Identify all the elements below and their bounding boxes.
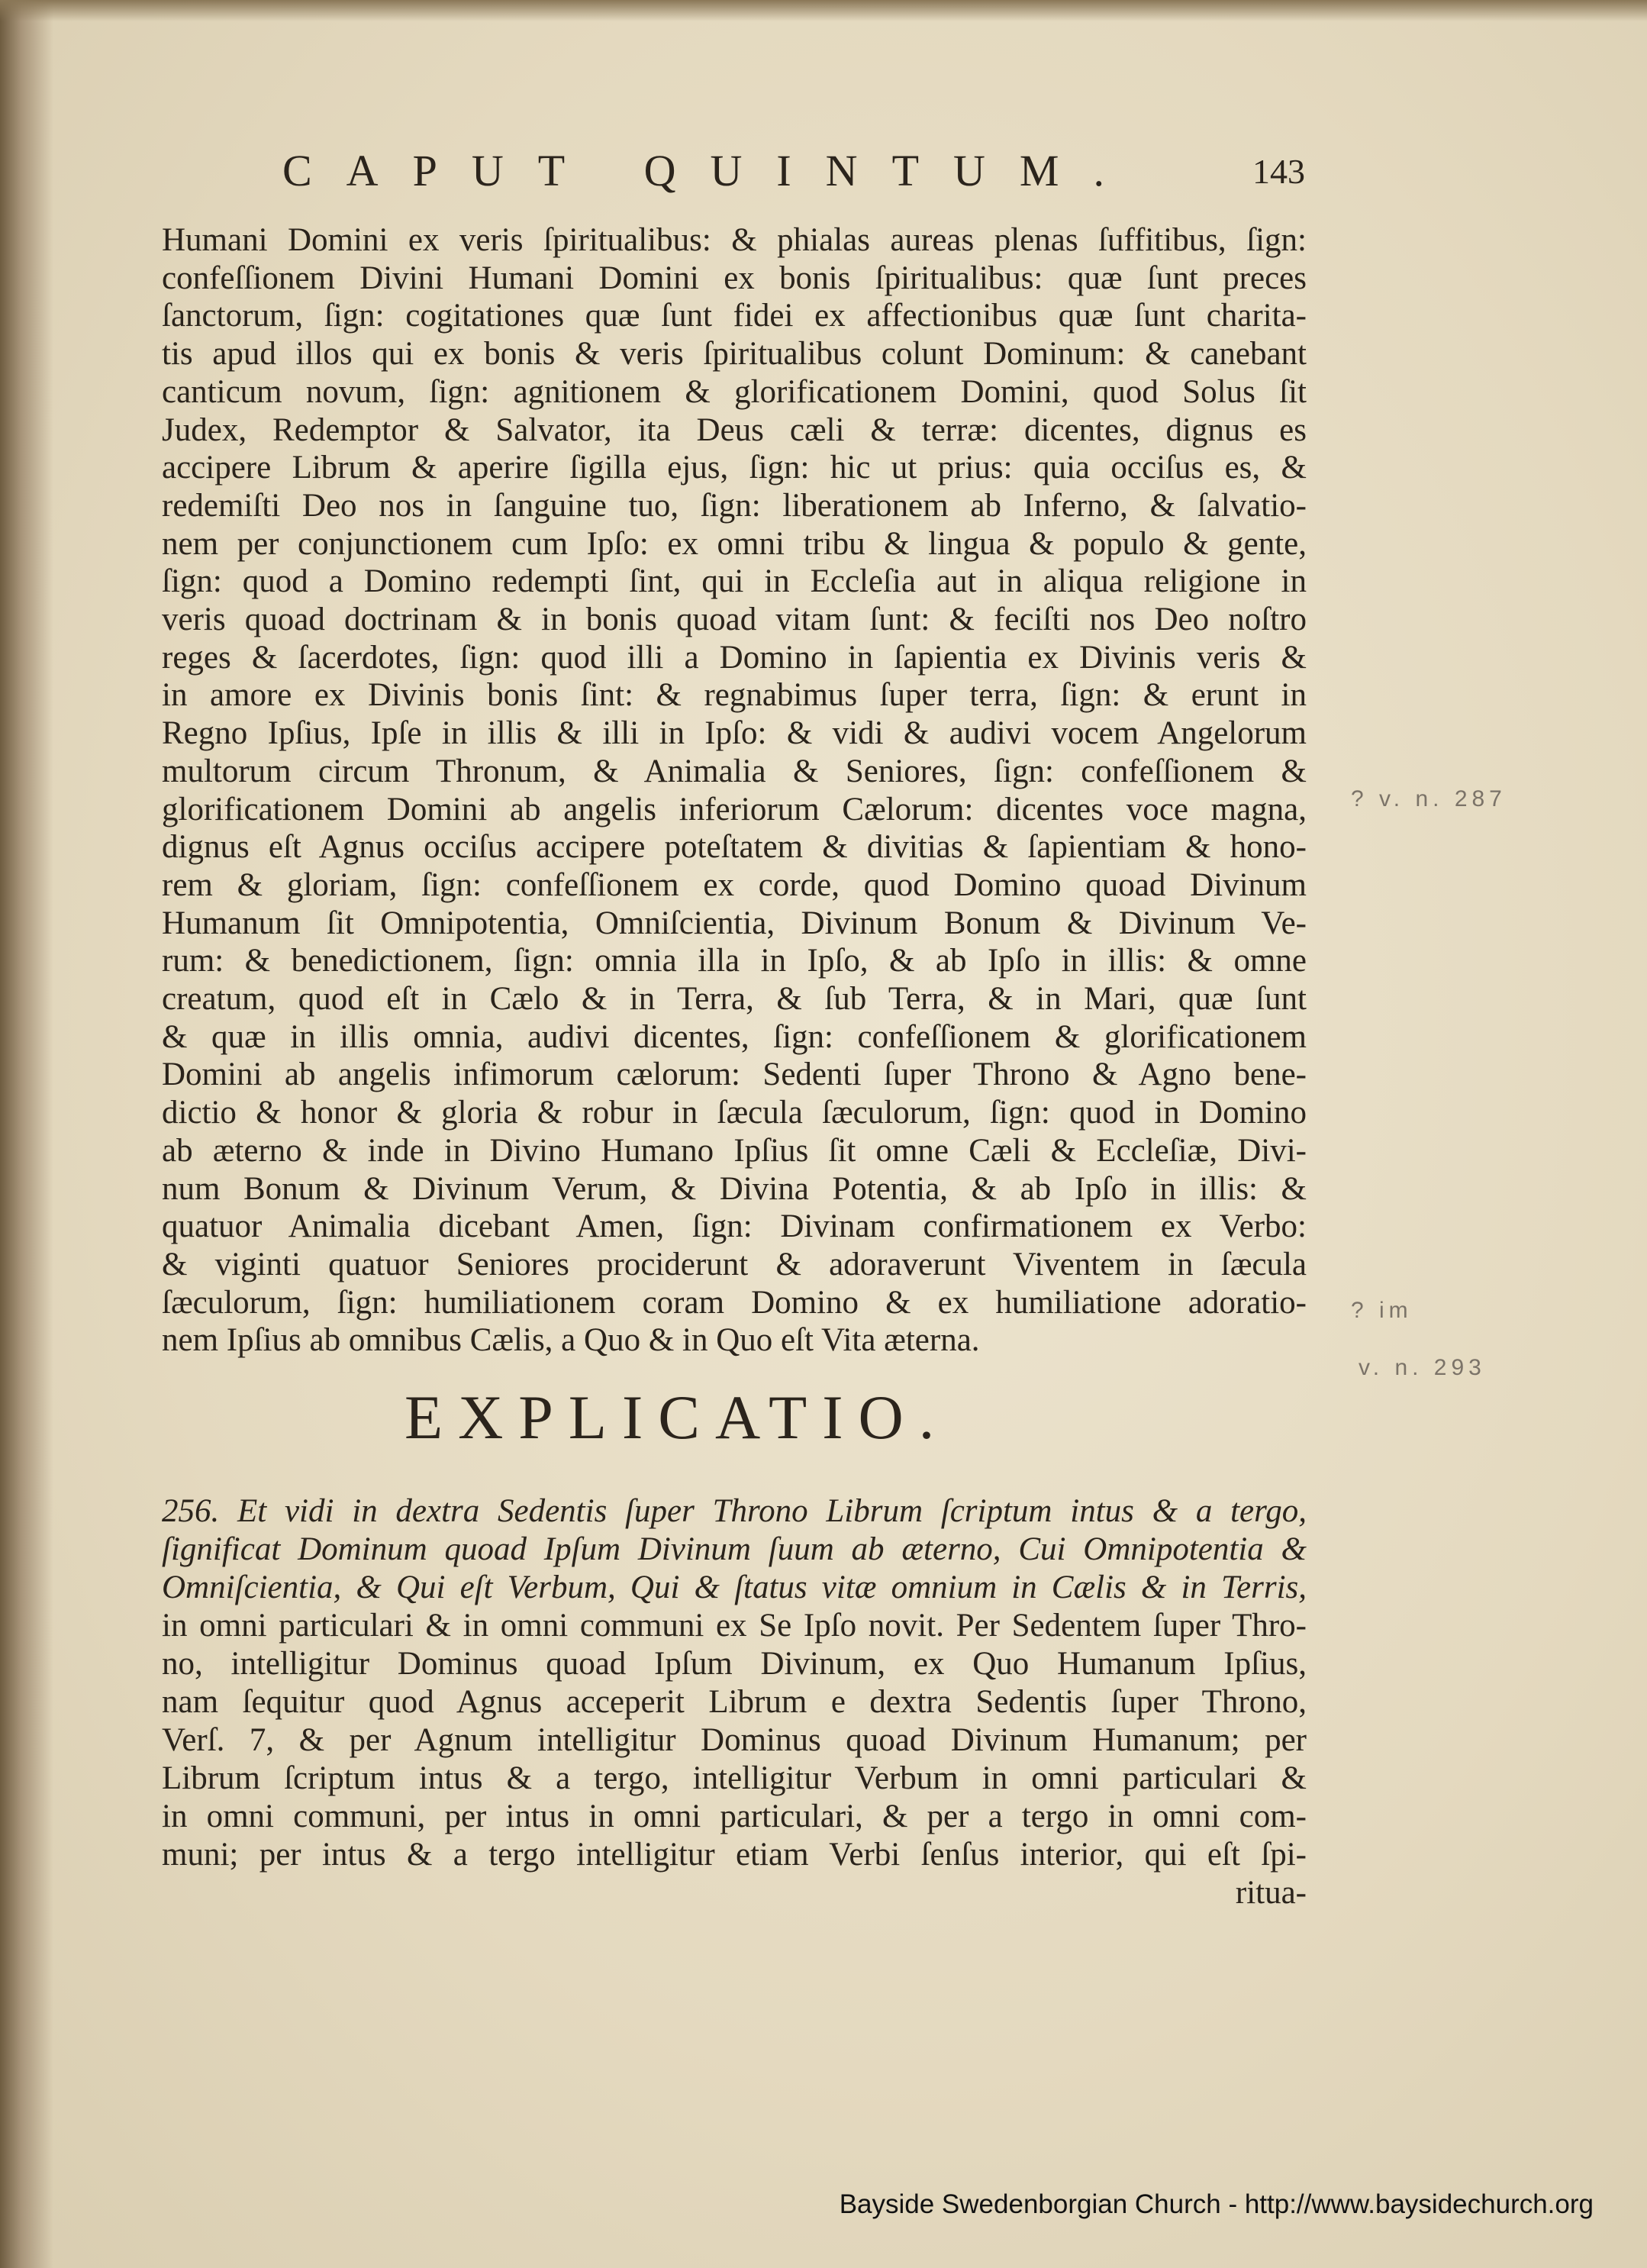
margin-note: ? im	[1351, 1298, 1413, 1323]
margin-note: ? v. n. 287	[1351, 786, 1507, 811]
section-heading: EXPLICATIO.	[404, 1382, 950, 1452]
top-edge-shadow	[0, 0, 1647, 21]
body-line: multorum circum Thronum, & Animalia & Seniores, ſign: confeſſionem &	[162, 753, 1307, 789]
explicatio-text	[162, 1492, 1307, 1912]
body-line: redemiſti Deo nos in ſanguine tuo, ſign: liberationem ab Inferno, & ſalvatio-	[162, 487, 1307, 524]
body-line: creatum, quod eſt in Cælo & in Terra, & ſub Terra, & in Mari, quæ ſunt	[162, 981, 1307, 1018]
body-line: Humanum ſit Omnipotentia, Omniſcientia, Divinum Bonum & Divinum Ve-	[162, 905, 1307, 941]
body-line: nem Ipſius ab omnibus Cælis, a Quo & in Quo eſt Vita æterna.	[162, 1322, 980, 1359]
explicatio-line: nam ſequitur quod Agnus acceperit Librum e dextra Sedentis ſuper Throno,	[162, 1684, 1307, 1720]
body-line: Humani Domini ex veris ſpiritualibus: & phialas aureas plenas ſuffitibus, ſign:	[162, 222, 1307, 258]
explicatio-line: muni; per intus & a tergo intelligitur etiam Verbi ſenſus interior, qui eſt ſpi-	[162, 1837, 1307, 1873]
body-line: ab æterno & inde in Divino Humano Ipſius ſit omne Cæli & Eccleſiæ, Divi-	[162, 1132, 1307, 1169]
explicatio-line: in omni particulari & in omni communi ex Se Ipſo novit. Per Sedentem ſuper Thro-	[162, 1608, 1307, 1644]
body-line: confeſſionem Divini Humani Domini ex bonis ſpiritualibus: quæ ſunt preces	[162, 260, 1307, 296]
body-line: dictio & honor & gloria & robur in ſæcula ſæculorum, ſign: quod in Domino	[162, 1095, 1307, 1131]
body-line: canticum novum, ſign: agnitionem & glorificationem Domini, quod Solus ſit	[162, 373, 1307, 410]
margin-note: v. n. 293	[1359, 1355, 1486, 1380]
body-line: quatuor Animalia dicebant Amen, ſign: Divinam confirmationem ex Verbo:	[162, 1208, 1307, 1245]
body-line: tis apud illos qui ex bonis & veris ſpiritualibus colunt Dominum: & canebant	[162, 336, 1307, 373]
body-line: ſign: quod a Domino redempti ſint, qui in Eccleſia aut in aliqua religione in	[162, 563, 1307, 600]
catchword: ritua-	[1235, 1875, 1307, 1911]
body-line: ſæculorum, ſign: humiliationem coram Domino & ex humiliatione adoratio-	[162, 1284, 1307, 1321]
body-line: & quæ in illis omnia, audivi dicentes, ſign: confeſſionem & glorificationem	[162, 1018, 1307, 1055]
body-line: rum: & benedictionem, ſign: omnia illa in Ipſo, & ab Ipſo in illis: & omne	[162, 943, 1307, 979]
footer-credit: Bayside Swedenborgian Church - http://www.baysidechurch.org	[839, 2189, 1594, 2219]
body-line: dignus eſt Agnus occiſus accipere poteſtatem & divitias & ſapientiam & hono-	[162, 829, 1307, 866]
explicatio-line: Omniſcientia, & Qui eſt Verbum, Qui & ſtatus vitæ omnium in Cælis & in Terris,	[162, 1570, 1307, 1605]
body-line: rem & gloriam, ſign: confeſſionem ex corde, quod Domino quoad Divinum	[162, 866, 1307, 903]
body-line: ſanctorum, ſign: cogitationes quæ ſunt fidei ex affectionibus quæ ſunt charita-	[162, 298, 1307, 334]
explicatio-line: ſignificat Dominum quoad Ipſum Divinum ſuum ab æterno, Cui Omnipotentia &	[162, 1531, 1307, 1567]
body-line: Regno Ipſius, Ipſe in illis & illi in Ipſo: & vidi & audivi vocem Angelorum	[162, 715, 1307, 752]
body-line: accipere Librum & aperire ſigilla ejus, ſign: hic ut prius: quia occiſus es, &	[162, 450, 1307, 486]
body-line: & viginti quatuor Seniores prociderunt & adoraverunt Viventem in ſæcula	[162, 1246, 1307, 1282]
body-line: num Bonum & Divinum Verum, & Divina Potentia, & ab Ipſo in illis: &	[162, 1170, 1307, 1207]
body-text	[162, 221, 1307, 1360]
gutter-shadow	[0, 0, 53, 2268]
explicatio-line: Librum ſcriptum intus & a tergo, intelligitur Verbum in omni particulari &	[162, 1760, 1307, 1796]
explicatio-line: Verſ. 7, & per Agnum intelligitur Dominus quoad Divinum Humanum; per	[162, 1722, 1307, 1758]
explicatio-line: 256. Et vidi in dextra Sedentis ſuper Throno Librum ſcriptum intus & a tergo,	[162, 1493, 1307, 1529]
body-line: glorificationem Domini ab angelis inferiorum Cælorum: dicentes voce magna,	[162, 791, 1307, 828]
body-line: Domini ab angelis infimorum cælorum: Sedenti ſuper Throno & Agno bene-	[162, 1057, 1307, 1093]
body-line: in amore ex Divinis bonis ſint: & regnabimus ſuper terra, ſign: & erunt in	[162, 677, 1307, 714]
running-head	[282, 137, 1305, 198]
body-line: Judex, Redemptor & Salvator, ita Deus cæli & terræ: dicentes, dignus es	[162, 411, 1307, 448]
body-line: reges & ſacerdotes, ſign: quod illi a Domino in ſapientia ex Divinis veris &	[162, 639, 1307, 676]
body-line: nem per conjunctionem cum Ipſo: ex omni tribu & lingua & populo & gente,	[162, 525, 1307, 562]
chapter-title: CAPUT QUINTUM.	[282, 146, 1139, 195]
body-line: veris quoad doctrinam & in bonis quoad vitam ſunt: & feciſti nos Deo noſtro	[162, 602, 1307, 638]
explicatio-line: no, intelligitur Dominus quoad Ipſum Divinum, ex Quo Humanum Ipſius,	[162, 1646, 1307, 1682]
page-number: 143	[1252, 152, 1305, 191]
explicatio-line: in omni communi, per intus in omni particulari, & per a tergo in omni com-	[162, 1799, 1307, 1834]
